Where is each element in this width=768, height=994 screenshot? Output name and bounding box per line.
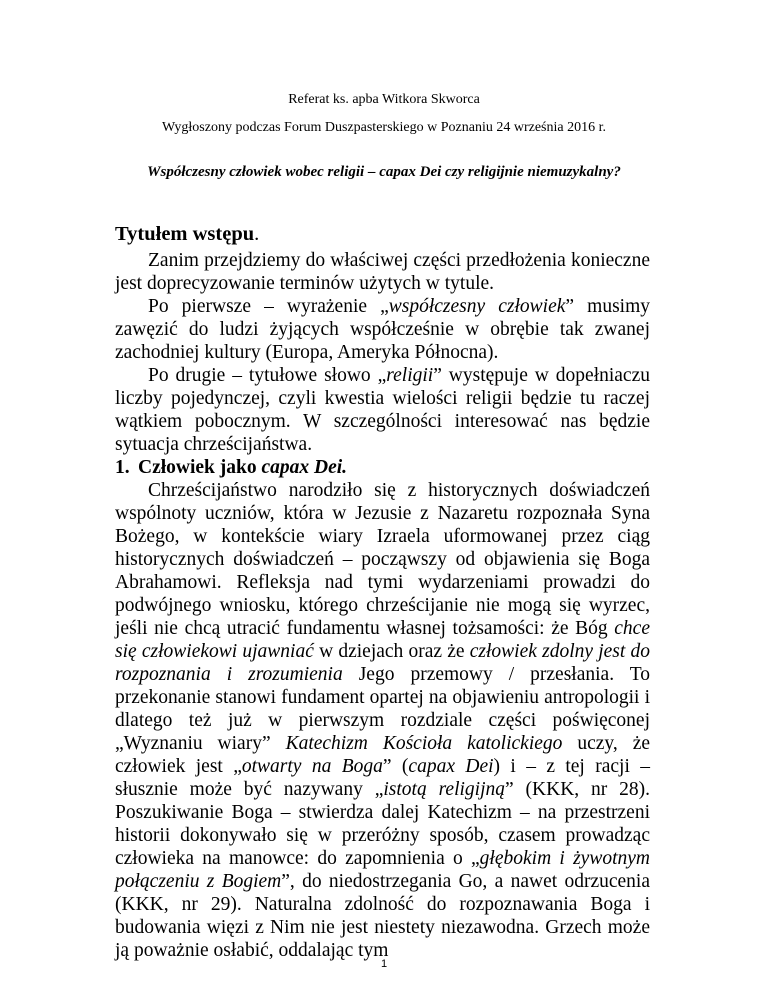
text-run: ” (KKK, nr 28). Poszukiwanie Boga – stwierdza dalej Katechizm – na przestrzeni historii dokonywało się w przeróżny sposób, czasem prowadząc człowieka na manowce: do zapomnienia o „ [115, 779, 650, 869]
intro-heading [115, 222, 650, 246]
section-title-italic: capax Dei. [261, 457, 348, 478]
event-line: Wygłoszony podczas Forum Duszpasterskiego w Poznaniu 24 września 2016 r. [162, 120, 606, 135]
italic-run: otwarty na Boga [241, 756, 383, 777]
paragraph-intro-1: Zanim przejdziemy do właściwej części przedłożenia konieczne jest doprecyzowanie terminów użytych w tytule. [115, 250, 650, 294]
text-run: ” musimy zawęzić do ludzi żyjących współcześnie w obrębie tak zwanej zachodniej kultury (Europa, Ameryka Północna). [115, 296, 650, 363]
italic-run: religii [386, 365, 434, 386]
page-number: 1 [380, 958, 388, 970]
text-run: ”, do niedostrzegania Go, a nawet odrzucenia (KKK, nr 29). Naturalna zdolność do rozpoznawania Boga i budowania więzi z Nim nie jest niestety niezawodna. Grzech może ją poważnie osłabić, oddalając tym [115, 871, 650, 961]
text-run: uczy, że człowiek jest „ [115, 733, 651, 777]
paragraph-intro-3 [115, 364, 650, 456]
text-run: Po drugie – tytułowe słowo „ [148, 365, 387, 386]
text-run: ) i – z tej racji – słusznie może być nazywany „ [115, 756, 651, 800]
text-run: Jego przemowy / przesłania. To przekonanie stanowi fundament opartej na objawieniu antropologii i dlatego też już w pierwszym rozdziale części poświęconej „Wyznaniu wiary” [115, 664, 651, 754]
text-run: Po pierwsze – wyrażenie „ [148, 296, 389, 317]
italic-run: człowiek zdolny jest do rozpoznania i zrozumienia [115, 641, 650, 685]
section-heading [115, 456, 650, 479]
italic-run: istotą religijną [383, 779, 506, 800]
text-run: ” występuje w dopełniaczu liczby pojedynczej, czyli kwestia wielości religii będzie tu raczej wątkiem pobocznym. W szczególności interesować nas będzie sytuacja chrześcijaństwa. [115, 365, 650, 455]
document-body [115, 222, 650, 962]
text-run: ” ( [382, 756, 409, 777]
intro-heading-period: . [254, 223, 260, 245]
italic-run: współczesny człowiek [388, 296, 566, 317]
intro-heading-text: Tytułem wstępu [115, 223, 255, 245]
italic-run: głębokim i żywotnym połączeniu z Bogiem [115, 848, 650, 892]
section-paragraph [115, 479, 650, 962]
italic-run: chce się człowiekowi ujawniać [115, 618, 650, 662]
text-run: Chrześcijaństwo narodziło się z historycznych doświadczeń wspólnoty uczniów, która w Jezusie z Nazaretu rozpoznała Syna Bożego, w kontekście wiary Izraela uformowanej przez ciąg historycznych doświadczeń – począwszy od objawienia się Boga Abrahamowi. Refleksja nad tymi wydarzeniami prowadzi do podwójnego wniosku, którego chrześcijanie nie mogą się wyrzec, jeśli nie chcą utracić fundamentu własnej tożsamości: że Bóg [115, 480, 650, 639]
text-run: w dziejach oraz że [313, 641, 470, 662]
section-number: 1. [115, 457, 130, 478]
author-line: Referat ks. apba Witkora Skworca [288, 92, 480, 107]
paragraph-intro-2 [115, 295, 650, 364]
italic-run: Katechizm Kościoła katolickiego [285, 733, 563, 754]
section-title: Człowiek jako [138, 457, 262, 478]
italic-run: capax Dei [408, 756, 494, 777]
document-title: Współczesny człowiek wobec religii – capax Dei czy religijnie niemuzykalny? [147, 164, 621, 180]
